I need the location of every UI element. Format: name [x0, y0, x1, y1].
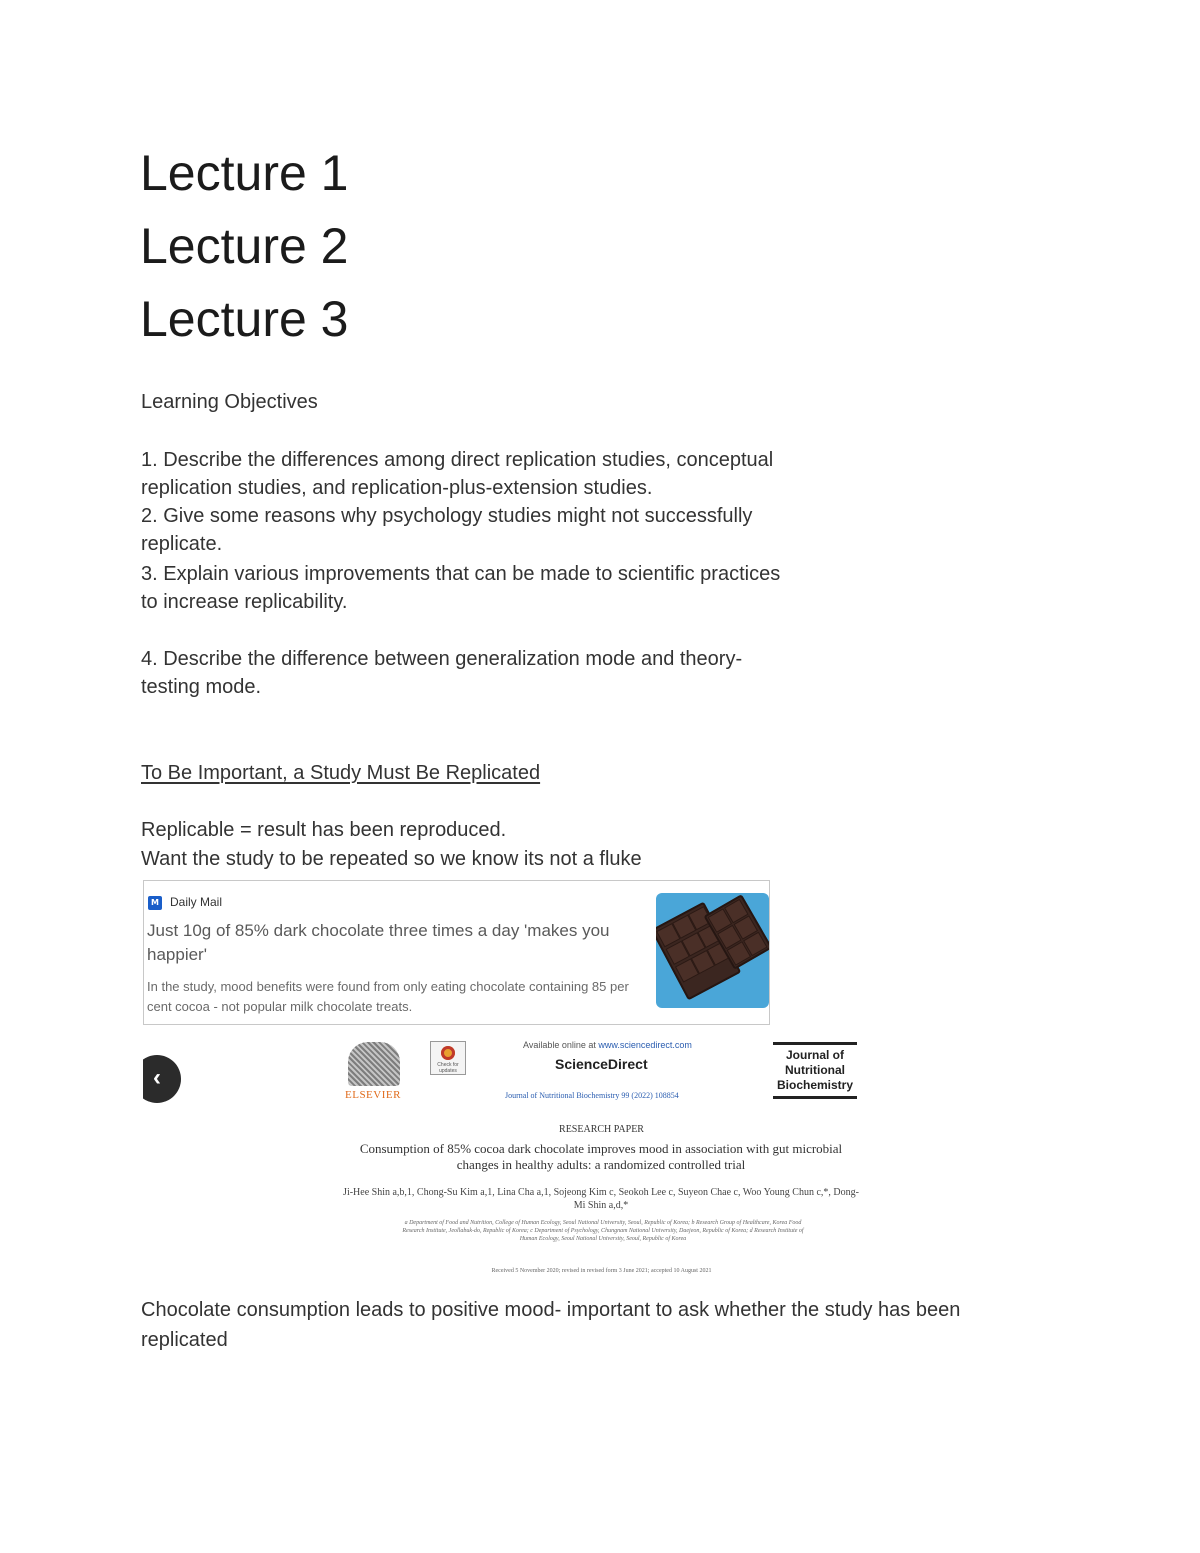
objective-3-line-1: 3. Explain various improvements that can be made to scientific practices: [141, 563, 781, 585]
section-line-2: Want the study to be repeated so we know its not a fluke: [141, 848, 642, 870]
objective-1-line-2: replication studies, and replication-plus-extension studies.: [141, 477, 653, 499]
conclusion-line-2: replicated: [141, 1329, 228, 1351]
news-snippet: In the study, mood benefits were found from only eating chocolate containing 85 per cent cocoa - not popular milk chocolate treats.: [147, 979, 629, 1014]
carousel-previous-button[interactable]: ‹: [143, 1055, 181, 1103]
paper-authors: Ji-Hee Shin a,b,1, Chong-Su Kim a,1, Lina Cha a,1, Sojeong Kim c, Seokoh Lee c, Suyeon Chae c, Woo Young Chun c,*, Dong-Mi Shin a,d,*: [343, 1187, 859, 1211]
news-headline[interactable]: Just 10g of 85% dark chocolate three times a day 'makes you happier': [147, 921, 610, 964]
lecture-3-heading: Lecture 3: [140, 291, 349, 347]
elsevier-tree-icon: [348, 1042, 400, 1086]
journal-reference[interactable]: Journal of Nutritional Biochemistry 99 (2022) 108854: [505, 1091, 679, 1100]
conclusion-line-1: Chocolate consumption leads to positive mood- important to ask whether the study has been: [141, 1299, 961, 1321]
section-line-1: Replicable = result has been reproduced.: [141, 819, 507, 841]
journal-name: Journal of Nutritional Biochemistry: [773, 1042, 857, 1099]
objective-1-line-1: 1. Describe the differences among direct replication studies, conceptual: [141, 449, 774, 471]
availability-link[interactable]: www.sciencedirect.com: [598, 1040, 692, 1050]
section-heading: To Be Important, a Study Must Be Replicated: [141, 762, 541, 784]
news-source: Daily Mail: [170, 895, 223, 909]
paper-header: [333, 1029, 870, 1289]
lecture-2-heading: Lecture 2: [140, 218, 349, 274]
objective-4-line-1: 4. Describe the difference between generalization mode and theory-: [141, 648, 743, 670]
platform-name: ScienceDirect: [555, 1056, 648, 1072]
availability-line: [523, 1040, 692, 1050]
objective-2-line-1: 2. Give some reasons why psychology studies might not successfully: [141, 505, 753, 527]
paper-title: Consumption of 85% cocoa dark chocolate improves mood in association with gut microbial changes in healthy adults: a randomized controlled trial: [359, 1141, 843, 1172]
check-updates-label: Check for updates: [437, 1062, 459, 1074]
paper-dates: Received 5 November 2020; revised in revised form 3 June 2021; accepted 10 August 2021: [491, 1268, 712, 1274]
paper-label: RESEARCH PAPER: [559, 1124, 644, 1135]
availability-prefix: Available online at: [523, 1040, 599, 1050]
paper-affiliations: a Department of Food and Nutrition, College of Human Ecology, Seoul National University, Seoul, Republic of Korea; b Research Group of Healthcare, Korea Food Research Institute, Jeollabuk-do, Republic of Korea; c Department of Psychology, Chungnam National University, Daejeon, Republic of Korea; d Research Institute of Human Ecology, Seoul National University, Seoul, Republic of Korea: [402, 1220, 804, 1242]
publisher-logo: ELSEVIER: [345, 1089, 401, 1101]
check-updates-icon: [441, 1046, 455, 1060]
objective-4-line-2: testing mode.: [141, 676, 262, 698]
objective-3-line-2: to increase replicability.: [141, 591, 348, 613]
daily-mail-logo-icon: M: [148, 896, 162, 910]
lecture-1-heading: Lecture 1: [140, 145, 349, 201]
chocolate-photo: [656, 893, 769, 1008]
news-card[interactable]: [143, 880, 770, 1025]
check-for-updates-badge[interactable]: [430, 1041, 466, 1075]
objectives-heading: Learning Objectives: [141, 391, 318, 413]
objective-2-line-2: replicate.: [141, 533, 223, 555]
embedded-screenshot: [143, 877, 870, 1289]
